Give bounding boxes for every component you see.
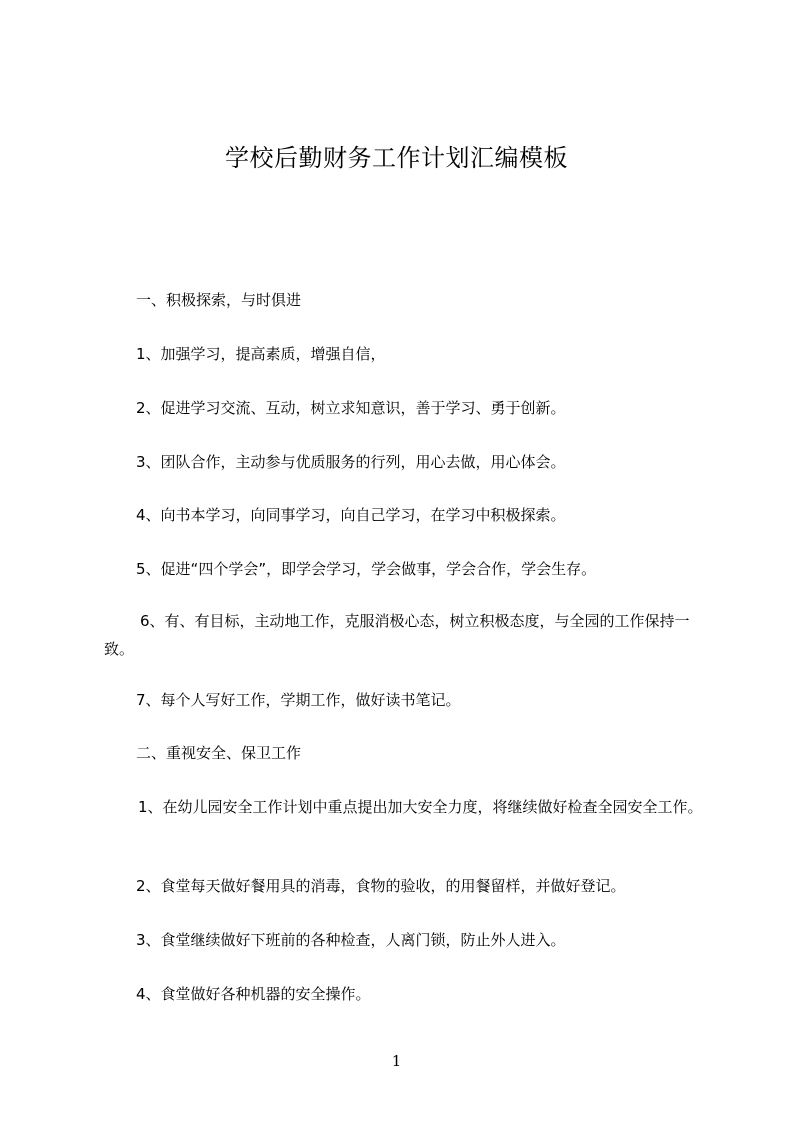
section-heading: 一、积极探索，与时俱进 [136,291,302,309]
document-title: 学校后勤财务工作计划汇编模板 [225,144,568,172]
section-heading: 二、重视安全、保卫工作 [136,744,302,762]
paragraph: 2、促进学习交流、互动，树立求知意识，善于学习、勇于创新。 [136,399,566,417]
paragraph: 5、促进“四个学会”，即学会学习，学会做事，学会合作，学会生存。 [136,560,597,578]
paragraph: 7、每个人写好工作，学期工作，做好读书笔记。 [136,691,461,709]
paragraph: 3、食堂继续做好下班前的各种检查，人离门锁，防止外人进入。 [136,931,566,949]
paragraph: 2、食堂每天做好餐用具的消毒，食物的验收，的用餐留样，并做好登记。 [136,877,626,895]
page-number: 1 [391,1052,402,1070]
paragraph: 1、加强学习，提高素质，增强自信， [136,345,386,363]
paragraph: 1、在幼儿园安全工作计划中重点提出加大安全力度，将继续做好检查全园安全工作。 [138,798,703,816]
paragraph: 4、向书本学习，向同事学习，向自己学习，在学习中积极探索。 [136,506,566,524]
paragraph: 6、有、有目标，主动地工作，克服消极心态，树立积极态度，与全园的工作保持一致。 [104,612,690,658]
paragraph: 4、食堂做好各种机器的安全操作。 [136,985,371,1003]
paragraph: 3、团队合作，主动参与优质服务的行列，用心去做，用心体会。 [136,453,566,471]
